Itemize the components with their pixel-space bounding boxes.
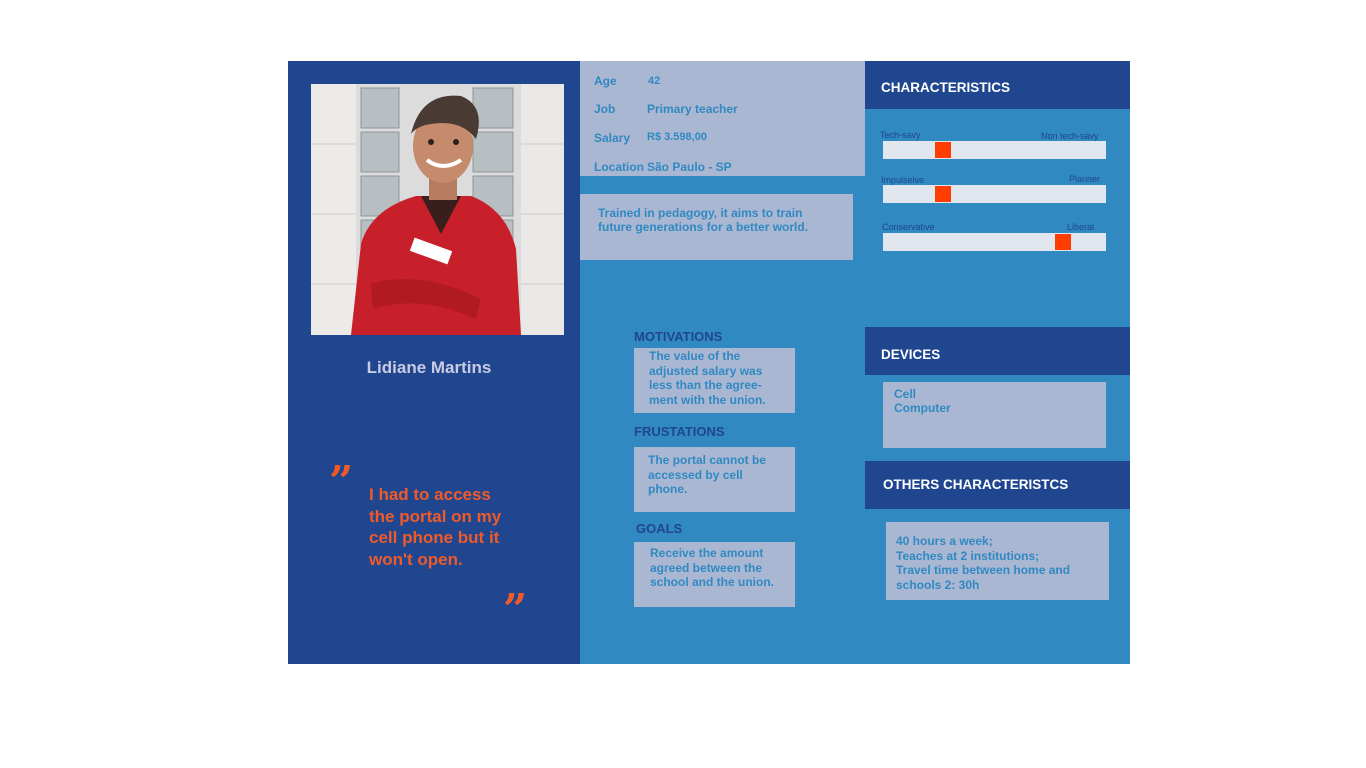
motivations-line: The value of the: [649, 349, 741, 363]
devices-title: DEVICES: [881, 347, 941, 362]
slider-left-label: Conservative: [882, 222, 935, 232]
persona-quote: I had to access the portal on my cell phone but it won't open.: [369, 485, 502, 569]
persona-photo-illustration: [311, 84, 564, 335]
salary-label: Salary: [594, 131, 631, 145]
location-label: Location: [594, 160, 644, 174]
slider-marker: [935, 142, 951, 158]
goals-line: school and the union.: [650, 575, 774, 589]
frustrations-line: phone.: [648, 482, 688, 496]
close-quote-icon: ”: [503, 585, 524, 634]
job-value: Primary teacher: [647, 102, 738, 116]
slider-right-label: Planner: [1069, 174, 1101, 184]
others-line: Teaches at 2 institutions;: [896, 549, 1040, 563]
slider-right-label: Liberal: [1067, 222, 1095, 232]
motivations-line: ment with the union.: [649, 392, 766, 407]
age-label: Age: [594, 74, 617, 88]
persona-photo: [311, 84, 564, 335]
goals-title: GOALS: [636, 521, 683, 536]
frustrations-line: The portal cannot be: [648, 453, 767, 467]
job-label: Job: [594, 102, 616, 116]
open-quote-icon: ”: [329, 457, 350, 506]
others-line: schools 2: 30h: [896, 578, 980, 592]
planner-slider: [883, 185, 1106, 203]
devices-box: [883, 382, 1106, 448]
salary-value: R$ 3.598,00: [647, 131, 707, 143]
frustrations-text: [648, 453, 766, 497]
tech-savvy-slider: [883, 141, 1106, 159]
motivations-line: adjusted salary was: [649, 363, 763, 378]
motivations-title: MOTIVATIONS: [634, 329, 723, 344]
goals-line: agreed between the: [650, 560, 763, 575]
goals-text: [650, 546, 774, 590]
goals-line: Receive the amount: [650, 546, 764, 560]
persona-name: Lidiane Martins: [366, 358, 492, 377]
frustrations-line: accessed by cell: [648, 467, 743, 482]
bio-text: Trained in pedagogy, it aims to train future generations for a better world.: [598, 206, 809, 234]
slider-left-label: Tech-savy: [880, 130, 921, 140]
others-title: OTHERS CHARACTERISTCS: [883, 477, 1069, 492]
device-item: Cell: [894, 387, 917, 401]
liberal-slider: [883, 233, 1106, 251]
device-item: Computer: [894, 401, 951, 415]
age-value: 42: [648, 75, 661, 87]
others-line: 40 hours a week;: [896, 534, 993, 548]
motivations-line: less than the agree-: [649, 378, 762, 392]
slider-left-label: Impulseive: [881, 175, 925, 185]
others-line: Travel time between home and: [896, 563, 1071, 577]
motivations-text: [649, 349, 766, 407]
characteristics-title: CHARACTERISTICS: [881, 80, 1011, 95]
location-value: São Paulo - SP: [647, 160, 732, 174]
slider-right-label: Non tech-savy: [1041, 131, 1099, 141]
frustrations-title: FRUSTATIONS: [634, 424, 725, 439]
basic-info-panel: [580, 61, 865, 176]
slider-marker: [1055, 234, 1071, 250]
slider-marker: [935, 186, 951, 202]
